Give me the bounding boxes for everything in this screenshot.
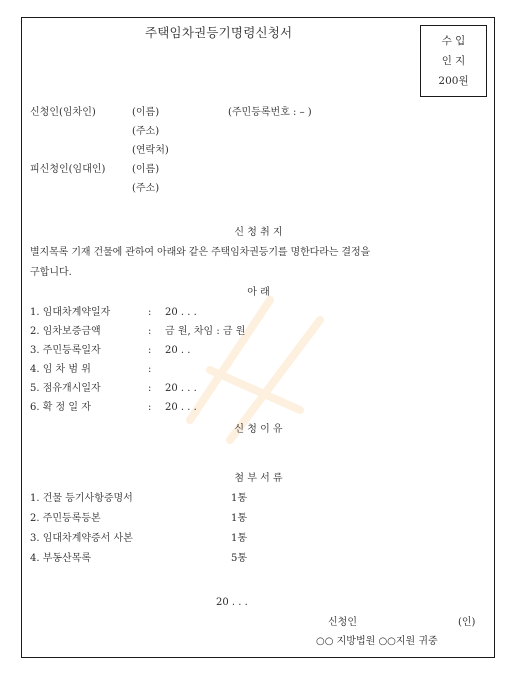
respondent-address: (주소)	[132, 183, 160, 194]
item-value: 20 . . .	[165, 383, 197, 394]
footer-seal: (인)	[458, 617, 476, 628]
item-sep: :	[148, 383, 152, 394]
item-label: 2. 임차보증금액	[30, 326, 101, 337]
applicant-id-number: (주민등록번호 : – )	[228, 107, 312, 118]
footer-signer: 신청인	[328, 617, 357, 628]
footer-date: 20 . . .	[216, 597, 248, 608]
attachment-name: 3. 임대차계약증서 사본	[30, 533, 133, 544]
purpose-text-line-1: 별지목록 기재 건물에 관하여 아래와 같은 주택임차권등기를 명한다라는 결정을	[30, 247, 371, 258]
attachment-count: 5통	[231, 553, 248, 564]
attachment-name: 4. 부동산목록	[30, 553, 92, 564]
item-label: 1. 임대차계약일자	[30, 307, 111, 318]
attachments-heading: 첨 부 서 류	[234, 473, 283, 484]
applicant-label: 신청인(임차인)	[30, 107, 96, 118]
stamp-fee: 200원	[438, 75, 469, 87]
item-label: 6. 확 정 일 자	[30, 402, 91, 413]
applicant-contact: (연락처)	[132, 145, 169, 156]
item-value: 20 . . .	[165, 307, 197, 318]
reason-heading: 신 청 이 유	[234, 424, 283, 435]
item-sep: :	[148, 402, 152, 413]
item-label: 5. 점유개시일자	[30, 383, 101, 394]
attachment-name: 2. 주민등록등본	[30, 513, 101, 524]
item-value: 20 . .	[165, 345, 191, 356]
attachment-name: 1. 건물 등기사항증명서	[30, 493, 133, 504]
attachment-count: 1통	[231, 493, 248, 504]
applicant-name: (이름)	[132, 107, 160, 118]
item-value: 20 . . .	[165, 402, 197, 413]
footer-court: ○○ 지방법원 ○○지원 귀중	[316, 636, 438, 647]
below-heading: 아 래	[247, 287, 270, 298]
purpose-heading: 신 청 취 지	[234, 227, 283, 238]
revenue-stamp-box	[420, 25, 487, 97]
applicant-address: (주소)	[132, 126, 160, 137]
item-label: 3. 주민등록일자	[30, 345, 101, 356]
item-sep: :	[148, 307, 152, 318]
stamp-line-1: 수 입	[441, 35, 466, 47]
item-label: 4. 임 차 범 위	[30, 364, 91, 375]
item-sep: :	[148, 326, 152, 337]
document-title: 주택임차권등기명령신청서	[145, 25, 293, 40]
item-sep: :	[148, 345, 152, 356]
purpose-text-line-2: 구합니다.	[30, 267, 72, 278]
stamp-line-2: 인 지	[441, 55, 466, 67]
item-sep: :	[148, 364, 152, 375]
attachment-count: 1통	[231, 513, 248, 524]
item-value: 금 원, 차임 : 금 원	[165, 326, 246, 337]
respondent-name: (이름)	[132, 164, 160, 175]
attachment-count: 1통	[231, 533, 248, 544]
respondent-label: 피신청인(임대인)	[30, 164, 106, 175]
